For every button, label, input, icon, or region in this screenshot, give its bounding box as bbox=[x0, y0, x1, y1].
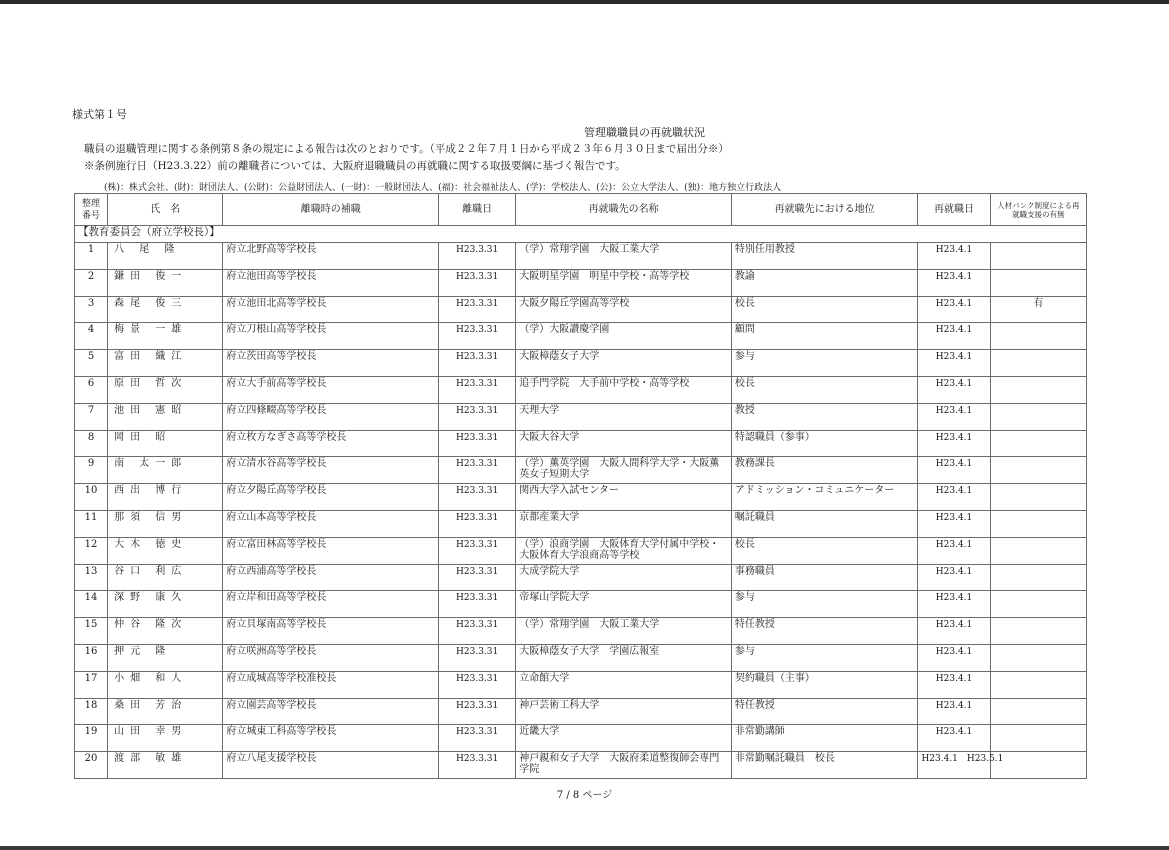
cell-retire-post: 府立清水谷高等学校長 bbox=[223, 457, 439, 484]
cell-new-org: 大阪夕陽丘学園高等学校 bbox=[516, 296, 732, 323]
cell-new-org: 大阪大谷大学 bbox=[516, 430, 732, 457]
cell-retire-date: H23.3.31 bbox=[439, 484, 516, 511]
cell-new-date: H23.4.1 bbox=[918, 537, 990, 564]
cell-retire-post: 府立北野高等学校長 bbox=[223, 243, 439, 270]
cell-support bbox=[990, 430, 1086, 457]
cell-new-date: H23.4.1 bbox=[918, 725, 990, 752]
cell-retire-post: 府立八尾支援学校長 bbox=[223, 752, 439, 779]
cell-support bbox=[990, 457, 1086, 484]
section-row bbox=[75, 226, 1087, 243]
cell-retire-post: 府立咲洲高等学校長 bbox=[223, 644, 439, 671]
cell-name: 仲谷 隆次 bbox=[108, 618, 223, 645]
cell-retire-date: H23.3.31 bbox=[439, 671, 516, 698]
cell-name: 押元 隆 bbox=[108, 644, 223, 671]
cell-retire-date: H23.3.31 bbox=[439, 403, 516, 430]
cell-new-position: 特認職員（参事） bbox=[731, 430, 918, 457]
cell-no: 5 bbox=[75, 350, 108, 377]
cell-no: 11 bbox=[75, 510, 108, 537]
cell-retire-date: H23.3.31 bbox=[439, 725, 516, 752]
cell-new-date: H23.4.1 bbox=[918, 350, 990, 377]
header-support: 人材バンク制度による再就職支援の有無 bbox=[990, 194, 1086, 226]
cell-new-org: 立命館大学 bbox=[516, 671, 732, 698]
cell-new-position: 特任教授 bbox=[731, 618, 918, 645]
cell-new-date: H23.4.1 bbox=[918, 671, 990, 698]
header-new-date: 再就職日 bbox=[918, 194, 990, 226]
table-row bbox=[75, 350, 1087, 377]
cell-new-date: H23.4.1 bbox=[918, 510, 990, 537]
cell-retire-post: 府立西浦高等学校長 bbox=[223, 564, 439, 591]
cell-no: 18 bbox=[75, 698, 108, 725]
cell-support bbox=[990, 243, 1086, 270]
cell-support bbox=[990, 537, 1086, 564]
cell-name: 南 太一郎 bbox=[108, 457, 223, 484]
section-label: 【教育委員会（府立学校長）】 bbox=[75, 226, 1087, 243]
cell-new-position: 非常勤講師 bbox=[731, 725, 918, 752]
cell-no: 10 bbox=[75, 484, 108, 511]
cell-new-position: 顧問 bbox=[731, 323, 918, 350]
cell-support bbox=[990, 564, 1086, 591]
cell-name: 谷口 利広 bbox=[108, 564, 223, 591]
cell-new-date: H23.4.1 bbox=[918, 591, 990, 618]
cell-retire-post: 府立成城高等学校准校長 bbox=[223, 671, 439, 698]
cell-support bbox=[990, 671, 1086, 698]
table-row bbox=[75, 698, 1087, 725]
cell-new-org: 帝塚山学院大学 bbox=[516, 591, 732, 618]
cell-retire-date: H23.3.31 bbox=[439, 618, 516, 645]
cell-new-org: （学）常翔学園 大阪工業大学 bbox=[516, 243, 732, 270]
cell-support bbox=[990, 644, 1086, 671]
cell-retire-post: 府立園芸高等学校長 bbox=[223, 698, 439, 725]
cell-retire-post: 府立刀根山高等学校長 bbox=[223, 323, 439, 350]
table-row bbox=[75, 671, 1087, 698]
cell-retire-post: 府立山本高等学校長 bbox=[223, 510, 439, 537]
cell-new-org: （学）常翔学園 大阪工業大学 bbox=[516, 618, 732, 645]
cell-name: 大木 徳史 bbox=[108, 537, 223, 564]
cell-new-position: 非常勤嘱託職員 校長 bbox=[731, 752, 918, 779]
table-row bbox=[75, 484, 1087, 511]
cell-name: 鎌田 俊一 bbox=[108, 269, 223, 296]
cell-new-org: 神戸芸術工科大学 bbox=[516, 698, 732, 725]
cell-new-date: H23.4.1 bbox=[918, 484, 990, 511]
cell-retire-post: 府立富田林高等学校長 bbox=[223, 537, 439, 564]
cell-support bbox=[990, 698, 1086, 725]
cell-no: 4 bbox=[75, 323, 108, 350]
cell-retire-post: 府立四條畷高等学校長 bbox=[223, 403, 439, 430]
cell-new-date: H23.4.1 bbox=[918, 564, 990, 591]
cell-no: 9 bbox=[75, 457, 108, 484]
cell-new-org: 近畿大学 bbox=[516, 725, 732, 752]
cell-new-org: 京都産業大学 bbox=[516, 510, 732, 537]
cell-no: 15 bbox=[75, 618, 108, 645]
cell-new-date: H23.4.1 bbox=[918, 296, 990, 323]
abbreviation-legend: (株)：株式会社、(財)：財団法人、(公財)：公益財団法人、(一財)：一般財団法人、(福)：社会福祉法人、(学)：学校法人、(公)：公立大学法人、(独)：地方独立行政法人 bbox=[104, 183, 782, 193]
cell-retire-post: 府立岸和田高等学校長 bbox=[223, 591, 439, 618]
cell-new-position: 校長 bbox=[731, 296, 918, 323]
header-retire-date: 離職日 bbox=[439, 194, 516, 226]
cell-new-position: 教諭 bbox=[731, 269, 918, 296]
table-row bbox=[75, 591, 1087, 618]
cell-retire-date: H23.3.31 bbox=[439, 243, 516, 270]
cell-support bbox=[990, 618, 1086, 645]
cell-name: 渡部 敏雄 bbox=[108, 752, 223, 779]
cell-name: 森尾 俊三 bbox=[108, 296, 223, 323]
cell-support bbox=[990, 376, 1086, 403]
cell-retire-date: H23.3.31 bbox=[439, 537, 516, 564]
table-row bbox=[75, 564, 1087, 591]
cell-retire-post: 府立貝塚南高等学校長 bbox=[223, 618, 439, 645]
table-row bbox=[75, 644, 1087, 671]
cell-retire-post: 府立枚方なぎさ高等学校長 bbox=[223, 430, 439, 457]
cell-new-position: 校長 bbox=[731, 376, 918, 403]
cell-name: 八 尾 隆 bbox=[108, 243, 223, 270]
cell-new-org: 関西大学入試センター bbox=[516, 484, 732, 511]
cell-name: 岡田 昭 bbox=[108, 430, 223, 457]
cell-new-position: アドミッション・コミュニケーター bbox=[731, 484, 918, 511]
cell-name: 梅景 一雄 bbox=[108, 323, 223, 350]
cell-retire-date: H23.3.31 bbox=[439, 376, 516, 403]
cell-new-date: H23.4.1 bbox=[918, 644, 990, 671]
cell-support: 有 bbox=[990, 296, 1086, 323]
note-line: ※条例施行日（H23.3.22）前の離職者については、大阪府退職職員の再就職に関する取扱要綱に基づく報告です。 bbox=[84, 160, 626, 172]
cell-name: 富田 織江 bbox=[108, 350, 223, 377]
table-row bbox=[75, 296, 1087, 323]
cell-retire-date: H23.3.31 bbox=[439, 269, 516, 296]
cell-new-position: 特別任用教授 bbox=[731, 243, 918, 270]
cell-retire-post: 府立茨田高等学校長 bbox=[223, 350, 439, 377]
cell-no: 3 bbox=[75, 296, 108, 323]
cell-new-date: H23.4.1 bbox=[918, 457, 990, 484]
header-new-position: 再就職先における地位 bbox=[731, 194, 918, 226]
cell-retire-date: H23.3.31 bbox=[439, 296, 516, 323]
cell-retire-date: H23.3.31 bbox=[439, 564, 516, 591]
cell-name: 西出 博行 bbox=[108, 484, 223, 511]
cell-no: 6 bbox=[75, 376, 108, 403]
cell-name: 小畑 和人 bbox=[108, 671, 223, 698]
cell-new-position: 参与 bbox=[731, 591, 918, 618]
cell-new-org: （学）浪商学園 大阪体育大学付属中学校・大阪体育大学浪商高等学校 bbox=[516, 537, 732, 564]
table-row bbox=[75, 618, 1087, 645]
cell-new-position: 参与 bbox=[731, 644, 918, 671]
cell-retire-date: H23.3.31 bbox=[439, 350, 516, 377]
cell-new-org: 天理大学 bbox=[516, 403, 732, 430]
cell-support bbox=[990, 403, 1086, 430]
cell-new-org: 追手門学院 大手前中学校・高等学校 bbox=[516, 376, 732, 403]
cell-new-date: H23.4.1 bbox=[918, 376, 990, 403]
header-no: 整理番号 bbox=[75, 194, 108, 226]
cell-retire-date: H23.3.31 bbox=[439, 698, 516, 725]
table-header-row bbox=[75, 194, 1087, 226]
cell-new-date: H23.4.1 bbox=[918, 618, 990, 645]
table-row bbox=[75, 376, 1087, 403]
cell-new-date: H23.4.1 bbox=[918, 243, 990, 270]
cell-new-position: 契約職員（主事） bbox=[731, 671, 918, 698]
cell-support bbox=[990, 510, 1086, 537]
cell-retire-post: 府立池田高等学校長 bbox=[223, 269, 439, 296]
table-row bbox=[75, 457, 1087, 484]
cell-name: 池田 憲昭 bbox=[108, 403, 223, 430]
header-name: 氏 名 bbox=[108, 194, 223, 226]
cell-support bbox=[990, 752, 1086, 779]
table-row bbox=[75, 430, 1087, 457]
cell-no: 7 bbox=[75, 403, 108, 430]
intro-line: 職員の退職管理に関する条例第８条の規定による報告は次のとおりです。（平成２２年７月１日から平成２３年６月３０日まで届出分※） bbox=[84, 143, 729, 155]
cell-new-org: 大阪明星学園 明星中学校・高等学校 bbox=[516, 269, 732, 296]
cell-new-position: 嘱託職員 bbox=[731, 510, 918, 537]
cell-new-org: 大阪樟蔭女子大学 学園広報室 bbox=[516, 644, 732, 671]
cell-name: 原田 哲次 bbox=[108, 376, 223, 403]
table-row bbox=[75, 510, 1087, 537]
table-row bbox=[75, 323, 1087, 350]
cell-no: 17 bbox=[75, 671, 108, 698]
cell-new-date: H23.4.1 bbox=[918, 269, 990, 296]
table-row bbox=[75, 243, 1087, 270]
cell-new-org: 神戸親和女子大学 大阪府柔道整復師会専門学院 bbox=[516, 752, 732, 779]
cell-no: 20 bbox=[75, 752, 108, 779]
cell-name: 那須 信男 bbox=[108, 510, 223, 537]
cell-name: 桑田 芳治 bbox=[108, 698, 223, 725]
form-number: 様式第１号 bbox=[72, 108, 127, 121]
cell-retire-post: 府立池田北高等学校長 bbox=[223, 296, 439, 323]
cell-retire-post: 府立夕陽丘高等学校長 bbox=[223, 484, 439, 511]
header-retire-post: 離職時の補職 bbox=[223, 194, 439, 226]
cell-support bbox=[990, 269, 1086, 296]
cell-new-date: H23.4.1 bbox=[918, 698, 990, 725]
cell-support bbox=[990, 591, 1086, 618]
cell-new-org: （学）薫英学園 大阪人間科学大学・大阪薫英女子短期大学 bbox=[516, 457, 732, 484]
cell-support bbox=[990, 323, 1086, 350]
cell-no: 14 bbox=[75, 591, 108, 618]
reemployment-table bbox=[74, 193, 1087, 779]
cell-retire-date: H23.3.31 bbox=[439, 430, 516, 457]
cell-support bbox=[990, 350, 1086, 377]
cell-new-date: H23.4.1 bbox=[918, 323, 990, 350]
table-row bbox=[75, 269, 1087, 296]
header-new-org: 再就職先の名称 bbox=[516, 194, 732, 226]
cell-new-date: H23.4.1 bbox=[918, 403, 990, 430]
cell-support bbox=[990, 725, 1086, 752]
table-row bbox=[75, 403, 1087, 430]
cell-new-date: H23.4.1 H23.5.1 bbox=[918, 752, 990, 779]
scan-edge-top bbox=[0, 0, 1169, 4]
cell-new-position: 特任教授 bbox=[731, 698, 918, 725]
cell-new-date: H23.4.1 bbox=[918, 430, 990, 457]
cell-no: 19 bbox=[75, 725, 108, 752]
cell-retire-post: 府立大手前高等学校長 bbox=[223, 376, 439, 403]
cell-new-position: 事務職員 bbox=[731, 564, 918, 591]
page-number: 7 / 8 ページ bbox=[556, 790, 613, 801]
cell-retire-date: H23.3.31 bbox=[439, 752, 516, 779]
cell-no: 1 bbox=[75, 243, 108, 270]
cell-new-position: 校長 bbox=[731, 537, 918, 564]
cell-retire-date: H23.3.31 bbox=[439, 457, 516, 484]
cell-retire-date: H23.3.31 bbox=[439, 591, 516, 618]
cell-no: 13 bbox=[75, 564, 108, 591]
scan-edge-bottom bbox=[0, 846, 1169, 850]
table-row bbox=[75, 725, 1087, 752]
cell-no: 2 bbox=[75, 269, 108, 296]
cell-no: 12 bbox=[75, 537, 108, 564]
cell-new-org: 大成学院大学 bbox=[516, 564, 732, 591]
document-title: 管理職職員の再就職状況 bbox=[584, 126, 705, 139]
table-row bbox=[75, 537, 1087, 564]
cell-support bbox=[990, 484, 1086, 511]
cell-new-position: 参与 bbox=[731, 350, 918, 377]
cell-retire-date: H23.3.31 bbox=[439, 323, 516, 350]
cell-name: 深野 康久 bbox=[108, 591, 223, 618]
cell-new-position: 教務課長 bbox=[731, 457, 918, 484]
cell-name: 山田 幸男 bbox=[108, 725, 223, 752]
cell-retire-post: 府立城東工科高等学校長 bbox=[223, 725, 439, 752]
cell-new-position: 教授 bbox=[731, 403, 918, 430]
cell-retire-date: H23.3.31 bbox=[439, 644, 516, 671]
cell-new-org: （学）大阪讃慶学園 bbox=[516, 323, 732, 350]
cell-new-org: 大阪樟蔭女子大学 bbox=[516, 350, 732, 377]
cell-no: 8 bbox=[75, 430, 108, 457]
cell-retire-date: H23.3.31 bbox=[439, 510, 516, 537]
cell-no: 16 bbox=[75, 644, 108, 671]
table-row bbox=[75, 752, 1087, 779]
